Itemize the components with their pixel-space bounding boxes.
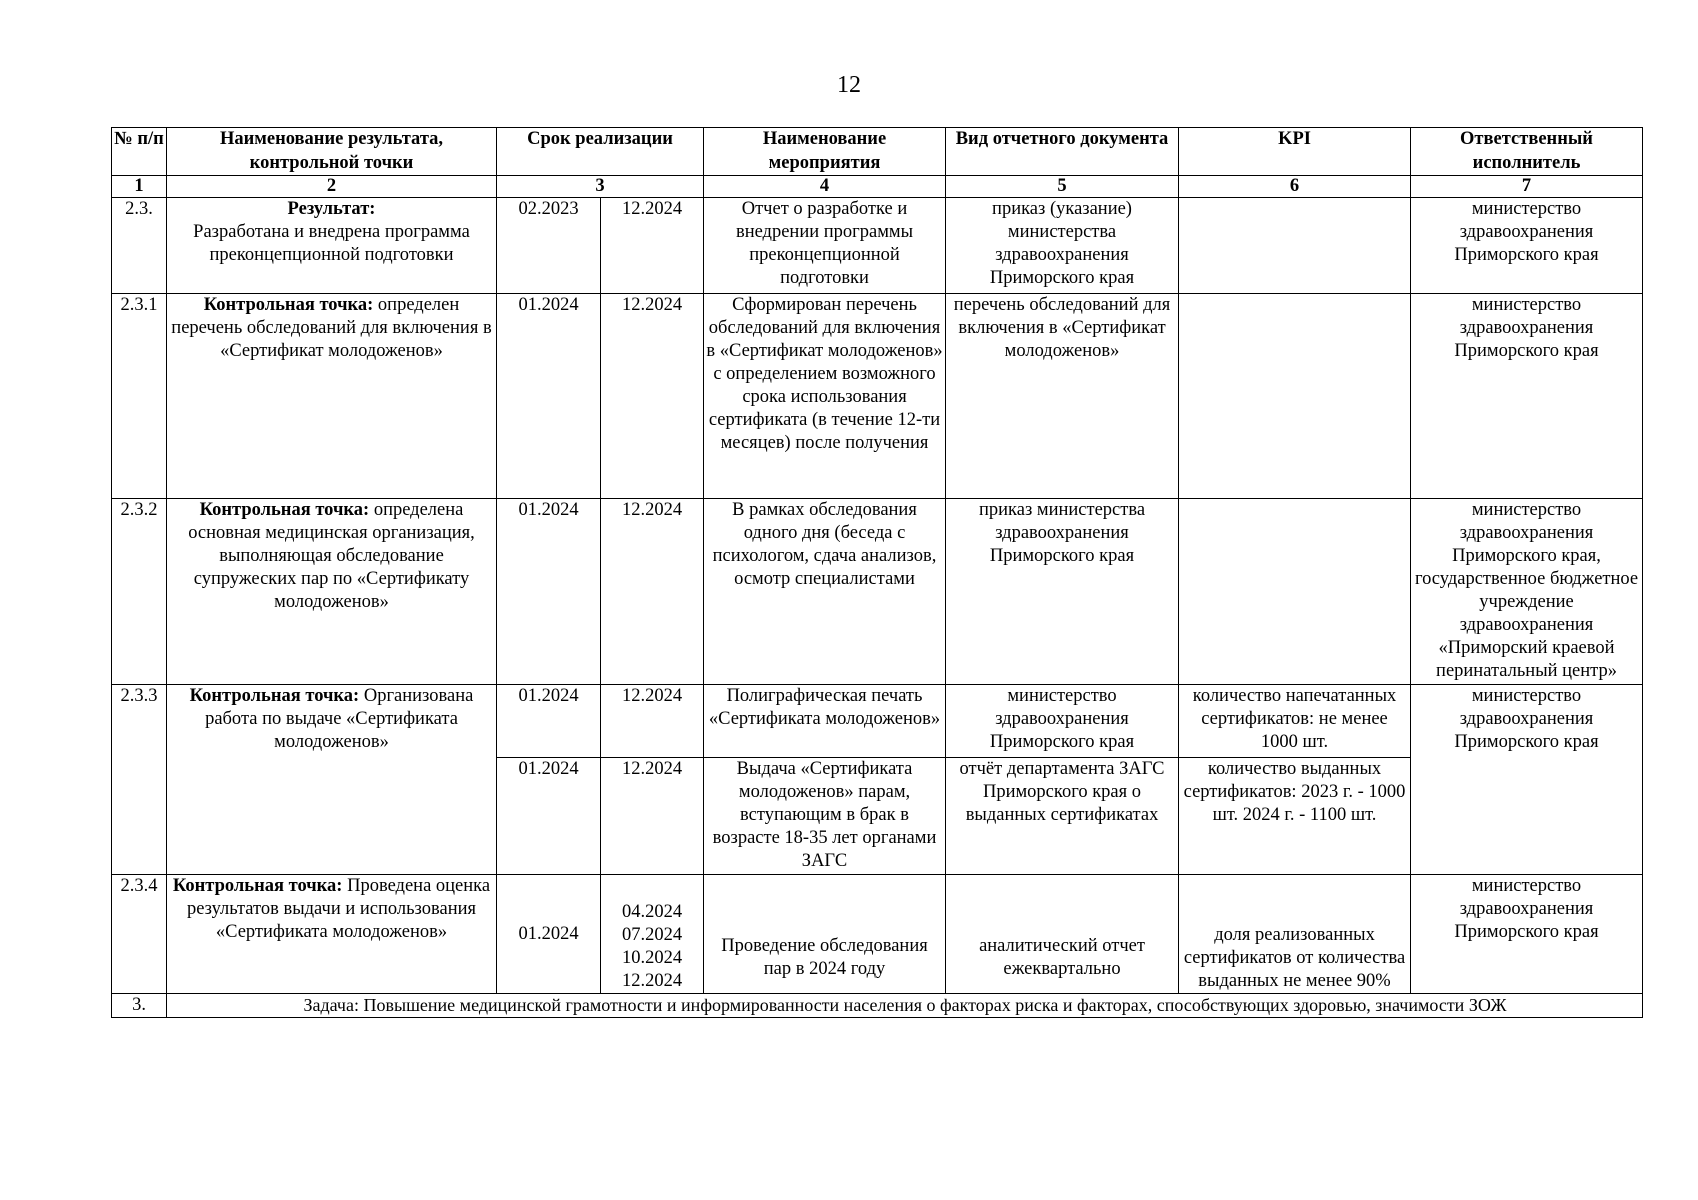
header-doc: Вид отчетного документа xyxy=(946,128,1179,176)
table-row xyxy=(112,294,1643,499)
page-number: 12 xyxy=(837,72,861,98)
header-period: Срок реализации xyxy=(497,128,704,176)
end-date: 12.2024 xyxy=(621,971,683,991)
event-name: Отчет о разработке и внедрении программы преконцепционной подготовки xyxy=(704,198,946,294)
task-number: 3. xyxy=(112,994,167,1018)
header-row xyxy=(112,128,1643,176)
task-text: Задача: Повышение медицинской грамотности и информированности населения о факторах риска и факторах, способствующих здоровью, значимости ЗОЖ xyxy=(167,994,1643,1018)
row-number: 2.3.1 xyxy=(112,294,167,499)
start-date: 02.2023 xyxy=(497,198,601,294)
start-date: 01.2024 xyxy=(497,294,601,499)
row-title xyxy=(167,685,497,875)
start-date: 01.2024 xyxy=(497,875,601,994)
row-title-text: определен перечень обследований для включения в «Сертификат молодоженов» xyxy=(171,295,492,361)
row-title xyxy=(167,875,497,994)
executor: министерство здравоохранения Приморского края, государственное бюджетное учреждение здравоохранения «Приморский краевой перинатальный центр» xyxy=(1411,499,1643,685)
event-name: Выдача «Сертификата молодоженов» парам, вступающим в брак в возрасте 18-35 лет органами ЗАГС xyxy=(704,758,946,875)
report-document: отчёт департамента ЗАГС Приморского края о выданных сертификатах xyxy=(946,758,1179,875)
report-document: приказ (указание) министерства здравоохранения Приморского края xyxy=(946,198,1179,294)
executor: министерство здравоохранения Приморского края xyxy=(1411,294,1643,499)
plan-table xyxy=(111,127,1643,1018)
header-kpi: KPI xyxy=(1179,128,1411,176)
column-number: 3 xyxy=(497,176,704,198)
column-number: 2 xyxy=(167,176,497,198)
start-date: 01.2024 xyxy=(497,685,601,758)
table-row xyxy=(112,499,1643,685)
task-row xyxy=(112,994,1643,1018)
end-date: 10.2024 xyxy=(621,948,683,968)
report-document: перечень обследований для включения в «Сертификат молодоженов» xyxy=(946,294,1179,499)
executor: министерство здравоохранения Приморского края xyxy=(1411,875,1643,994)
end-date: 07.2024 xyxy=(621,925,683,945)
table-row xyxy=(112,685,1643,758)
table-row xyxy=(112,875,1643,994)
kpi-value: количество выданных сертификатов: 2023 г. - 1000 шт. 2024 г. - 1100 шт. xyxy=(1179,758,1411,875)
event-name: Проведение обследования пар в 2024 году xyxy=(704,875,946,994)
end-date: 12.2024 xyxy=(601,294,704,499)
end-date: 12.2024 xyxy=(601,198,704,294)
event-name: Сформирован перечень обследований для включения в «Сертификат молодоженов» с определением возможного срока использования сертификата (в течение 12-ти месяцев) после получения xyxy=(704,294,946,499)
header-executor: Ответственный исполнитель xyxy=(1411,128,1643,176)
report-document: приказ министерства здравоохранения Приморского края xyxy=(946,499,1179,685)
row-title xyxy=(167,499,497,685)
header-result: Наименование результата, контрольной точки xyxy=(167,128,497,176)
event-name: Полиграфическая печать «Сертификата молодоженов» xyxy=(704,685,946,758)
kpi-value xyxy=(1179,294,1411,499)
row-title-label: Результат: xyxy=(287,199,376,219)
row-number: 2.3.2 xyxy=(112,499,167,685)
row-number: 2.3. xyxy=(112,198,167,294)
row-title xyxy=(167,198,497,294)
row-title-text: определена основная медицинская организация, выполняющая обследование супружеских пар по «Сертификату молодоженов» xyxy=(188,500,475,612)
row-title-text: Организована работа по выдаче «Сертификата молодоженов» xyxy=(205,686,474,752)
executor: министерство здравоохранения Приморского края xyxy=(1411,198,1643,294)
report-document: министерство здравоохранения Приморского края xyxy=(946,685,1179,758)
column-number: 5 xyxy=(946,176,1179,198)
column-number: 6 xyxy=(1179,176,1411,198)
event-name: В рамках обследования одного дня (беседа с психологом, сдача анализов, осмотр специалистами xyxy=(704,499,946,685)
row-number: 2.3.4 xyxy=(112,875,167,994)
row-title xyxy=(167,294,497,499)
column-number: 7 xyxy=(1411,176,1643,198)
end-date: 04.2024 xyxy=(621,902,683,922)
row-title-text: Проведена оценка результатов выдачи и использования «Сертификата молодоженов» xyxy=(186,876,491,942)
row-number: 2.3.3 xyxy=(112,685,167,875)
header-num: № п/п xyxy=(112,128,167,176)
kpi-value xyxy=(1179,198,1411,294)
kpi-value: доля реализованных сертификатов от количества выданных не менее 90% xyxy=(1179,875,1411,994)
column-number-row xyxy=(112,176,1643,198)
row-title-label: Контрольная точка: xyxy=(203,295,374,315)
row-title-text: Разработана и внедрена программа преконцепционной подготовки xyxy=(193,222,470,265)
end-date: 12.2024 xyxy=(601,685,704,758)
column-number: 1 xyxy=(112,176,167,198)
column-number: 4 xyxy=(704,176,946,198)
end-date: 12.2024 xyxy=(601,499,704,685)
kpi-value xyxy=(1179,499,1411,685)
header-event: Наименование мероприятия xyxy=(704,128,946,176)
report-document: аналитический отчет ежеквартально xyxy=(946,875,1179,994)
row-title-label: Контрольная точка: xyxy=(189,686,360,706)
end-dates xyxy=(601,875,704,994)
kpi-value: количество напечатанных сертификатов: не менее 1000 шт. xyxy=(1179,685,1411,758)
row-title-label: Контрольная точка: xyxy=(199,500,370,520)
row-title-label: Контрольная точка: xyxy=(172,876,343,896)
start-date: 01.2024 xyxy=(497,758,601,875)
executor: министерство здравоохранения Приморского края xyxy=(1411,685,1643,875)
start-date: 01.2024 xyxy=(497,499,601,685)
table-row xyxy=(112,198,1643,294)
end-date: 12.2024 xyxy=(601,758,704,875)
